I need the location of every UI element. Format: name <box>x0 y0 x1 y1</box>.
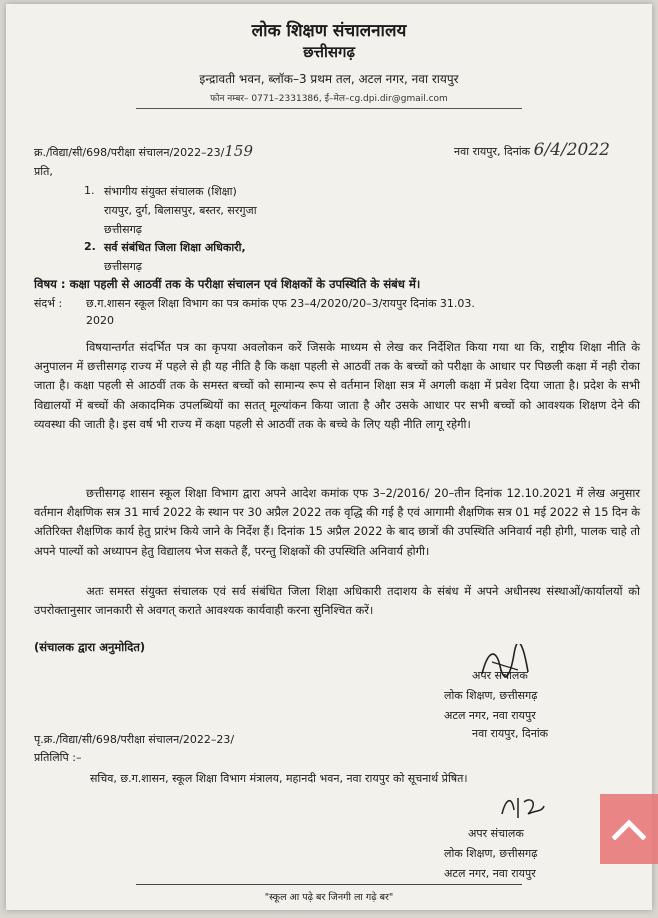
scroll-to-top-button[interactable] <box>600 794 658 864</box>
paragraph-3: अतः समस्त संयुक्त संचालक एवं सर्व संबंधित जिला शिक्षा अधिकारी तदाशय के संबंध में अपने अधीनस्थ संस्थाओं/कार्यालयों को उपरोक्तानुसार जानकारी से अवगत् कराते आवश्यक कार्यवाही करना सुनिश्चित करें। <box>34 584 640 618</box>
reference-number: क्र./विद्या/सी/698/परीक्षा संचालन/2022–23/159 <box>34 142 253 160</box>
chevron-up-icon <box>612 818 646 840</box>
state-name: छत्तीसगढ़ <box>303 43 355 61</box>
handwritten-number: 159 <box>224 142 253 160</box>
signature-scribble-2 <box>498 792 548 822</box>
recipient-1-number: 1. <box>84 184 95 197</box>
approval-note: (संचालक द्वारा अनुमोदित) <box>34 640 146 654</box>
recipient-2-state: छत्तीसगढ़ <box>104 260 142 273</box>
recipient-1-title: संभागीय संयुक्त संचालक (शिक्षा) <box>104 185 237 198</box>
subject-line: विषय : कक्षा पहली से आठवीं तक के परीक्षा संचालन एवं शिक्षकों के उपस्थिति के संबंध में। <box>34 277 421 291</box>
recipient-1-state: छत्तीसगढ़ <box>104 223 142 236</box>
signatory-1-designation: अपर संचालक <box>472 669 528 682</box>
paragraph-2: छत्तीसगढ़ शासन स्कूल शिक्षा विभाग द्वारा अपने आदेश कमांक एफ 3–2/2016/ 20–तीन दिनांक 12.10.2021 में लेख अनुसार वर्तमान शैक्षणिक सत्र 31 मार्च 2022 के स्थान पर 30 अप्रैल 2022 तक वृद्धि की गई है एवं आगामी शैक्षणिक सत्र 01 मई 2022 से 15 दिन के अतिरिक्त शैक्षणिक कार्य हेतु प्रारंभ किये जाने के निर्देश हैं। दिनांक 15 अप्रैल 2022 के बाद छात्रों की उपस्थिति अनिवार्य नही होगी, पालक चाहे तो अपने पाल्यों को अध्यापन हेतु विद्यालय भेज सकते हैं, परन्तु शिक्षकों की उपस्थिति अनिवार्य होगी। <box>34 486 640 558</box>
signatory-1-office: लोक शिक्षण, छत्तीसगढ़ <box>444 689 538 702</box>
signatory-1-address: अटल नगर, नवा रायपुर <box>444 709 536 722</box>
copy-recipient: सचिव, छ.ग.शासन, स्कूल शिक्षा विभाग मंत्रालय, महानदी भवन, नवा रायपुर को सूचनार्थ प्रेषित। <box>90 772 468 785</box>
reference-text-year: 2020 <box>86 314 114 327</box>
recipient-2-title: सर्व संबंधित जिला शिक्षा अधिकारी, <box>104 241 246 254</box>
office-title: लोक शिक्षण संचालनालय <box>251 21 407 41</box>
endorsement-place-date: नवा रायपुर, दिनांक <box>472 727 549 740</box>
endorsement-number: पृ.क्र./विद्या/सी/698/परीक्षा संचालन/2022–23/ <box>34 733 235 746</box>
footer-slogan: "स्कूल आ पढ़े बर जिनगी ला गढ़े बर" <box>264 892 394 903</box>
recipient-2-number: 2. <box>84 240 96 253</box>
footer-divider <box>136 884 522 885</box>
handwritten-date: 6/4/2022 <box>533 140 610 160</box>
signatory-2-designation: अपर संचालक <box>468 827 524 840</box>
recipient-1-cities: रायपुर, दुर्ग, बिलासपुर, बस्तर, सरगुजा <box>104 204 257 217</box>
to-label: प्रति, <box>34 165 53 178</box>
letter-page <box>6 4 652 910</box>
header-divider <box>136 108 522 109</box>
copy-label: प्रतिलिपि :– <box>34 751 82 764</box>
reference-label: संदर्भ : <box>34 297 63 310</box>
signatory-2-office: लोक शिक्षण, छत्तीसगढ़ <box>444 847 538 860</box>
office-address: इन्द्रावती भवन, ब्लॉक–3 प्रथम तल, अटल नगर, नवा रायपुर <box>199 72 459 86</box>
reference-text: छ.ग.शासन स्कूल शिक्षा विभाग का पत्र कमांक एफ 23–4/2020/20–3/रायपुर दिनांक 31.03. <box>86 297 475 310</box>
paragraph-1: विषयान्तर्गत संदर्भित पत्र का कृपया अवलोकन करें जिसके माध्यम से लेख कर निर्देशित किया गया था कि, राष्ट्रीय शिक्षा नीति के अनुपालन में छत्तीसगढ़ राज्य में पहले से ही यह नीति है कि कक्षा पहली से आठवीं तक के बच्चों को परीक्षा के आधार पर पिछली कक्षा में नही रोका जाता है। कक्षा पहली से आठवीं तक के समस्त बच्चों को सामान्य रूप से वर्तमान शिक्षा सत्र में अगली कक्षा में प्रवेश दिया जाता है। प्रदेश के सभी विद्यालयों में बच्चों की अकादमिक उपलब्धियों का सतत् मूल्यांकन किया जाता है और उसके आधार पर सभी बच्चों को आवश्यक शिक्षण देने की व्यवस्था की जाती है। इस वर्ष भी राज्य में कक्षा पहली से आठवीं तक के बच्चे के लिए यही नीति लागू रहेगी। <box>34 340 640 431</box>
place-date: नवा रायपुर, दिनांक 6/4/2022 <box>454 140 610 160</box>
signatory-2-address: अटल नगर, नवा रायपुर <box>444 867 536 880</box>
office-contact: फोन नम्बर– 0771–2331386, ई–मेल–cg.dpi.dir@gmail.com <box>210 94 448 104</box>
